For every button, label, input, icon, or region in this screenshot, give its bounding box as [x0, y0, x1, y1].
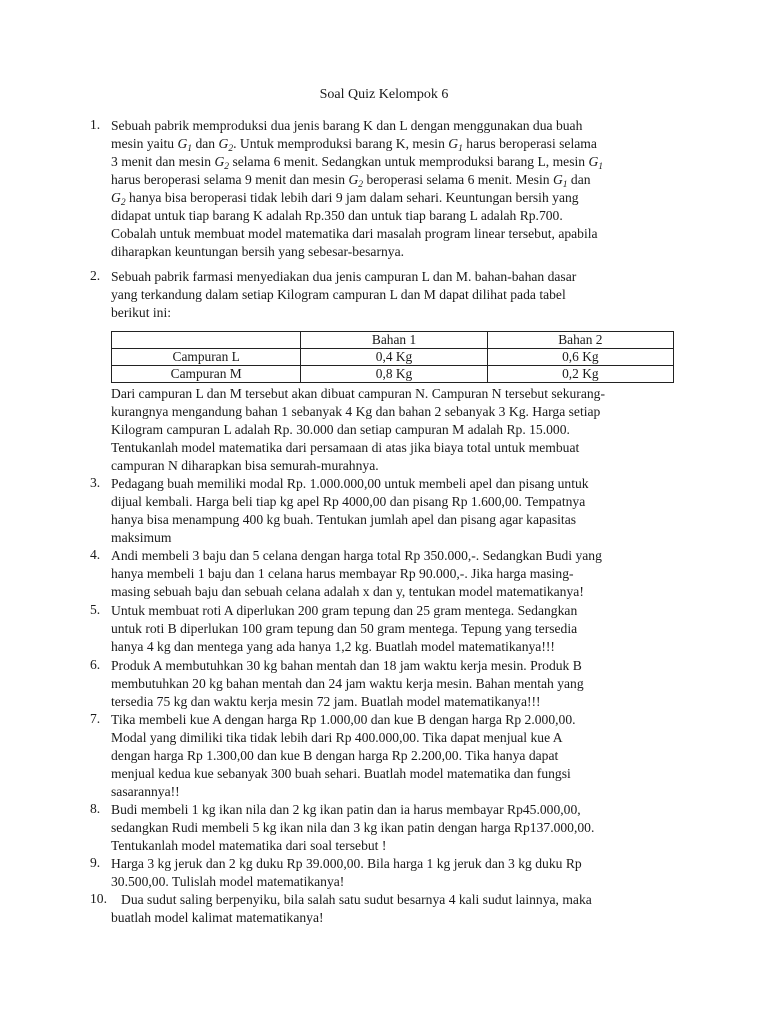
question-text-line: berikut ini: [111, 305, 172, 320]
question-text-line: sasarannya!! [111, 784, 180, 799]
question-number: 6. [90, 657, 101, 672]
math-g1: $G_1$ [448, 136, 463, 154]
math-g1: $G_1$ [588, 154, 604, 172]
math-g2: $G_2$ [348, 172, 364, 190]
math-g2: $G_2$ [218, 136, 234, 154]
question-text-line: hanya 4 kg dan mentega yang ada hanya 1,2 kg. Buatlah model matematikanya!!! [111, 639, 555, 654]
table-header-cell: Bahan 2 [487, 332, 673, 349]
question-text-line: membutuhkan 20 kg bahan mentah dan 24 jam waktu kerja mesin. Bahan mentah yang [111, 676, 584, 691]
question-text-line: campuran N diharapkan bisa semurah-murahnya. [111, 458, 379, 473]
question-text-line: Dua sudut saling berpenyiku, bila salah satu sudut besarnya 4 kali sudut lainnya, maka [121, 892, 592, 907]
question-number: 7. [90, 711, 101, 726]
question-text-line: dijual kembali. Harga beli tiap kg apel Rp 4000,00 dan pisang Rp 1.600,00. Tempatnya [111, 494, 586, 509]
table-header-cell: Bahan 1 [301, 332, 487, 349]
question-text-line: yang terkandung dalam setiap Kilogram campuran L dan M dapat dilihat pada tabel [111, 287, 566, 302]
question-text-line: Cobalah untuk membuat model matematika dari masalah program linear tersebut, apabila [111, 226, 598, 241]
question-text-line: Pedagang buah memiliki modal Rp. 1.000.000,00 untuk membeli apel dan pisang untuk [111, 476, 589, 491]
math-g1: $G_1$ [552, 172, 568, 190]
question-text-line: $G_2$ hanya bisa beroperasi tidak lebih dari 9 jam dalam sehari. Keuntungan bersih yang [111, 190, 579, 208]
table-row [112, 366, 674, 383]
question-number: 10. [90, 891, 107, 906]
question-text-line: Harga 3 kg jeruk dan 2 kg duku Rp 39.000,00. Bila harga 1 kg jeruk dan 3 kg duku Rp [111, 856, 582, 871]
question-text-line: Produk A membutuhkan 30 kg bahan mentah dan 18 jam waktu kerja mesin. Produk B [111, 658, 582, 673]
question-number: 3. [90, 475, 101, 490]
math-g2: $G_2$ [111, 190, 126, 208]
question-text-line: kurangnya mengandung bahan 1 sebanyak 4 Kg dan bahan 2 sebanyak 3 Kg. Harga setiap [111, 404, 601, 419]
question-number: 2. [90, 268, 101, 283]
table-row [112, 349, 674, 366]
question-text-line: menjual kedua kue sebanyak 300 buah sehari. Buatlah model matematika dan fungsi [111, 766, 571, 781]
table-header-cell [112, 332, 301, 349]
question-text-line: hanya membeli 1 baju dan 1 celana harus membayar Rp 90.000,-. Jika harga masing- [111, 566, 574, 581]
question-number: 5. [90, 602, 101, 617]
question-text-line: 30.500,00. Tulislah model matematikanya! [111, 874, 345, 889]
question-text-line: buatlah model kalimat matematikanya! [111, 910, 324, 925]
question-text-line: Andi membeli 3 baju dan 5 celana dengan harga total Rp 350.000,-. Sedangkan Budi yang [111, 548, 602, 563]
question-text-line: Tentukanlah model matematika dari soal tersebut ! [111, 838, 387, 853]
question-number: 8. [90, 801, 101, 816]
table-cell: Campuran L [112, 349, 301, 366]
question-text-line: masing sebuah baju dan sebuah celana adalah x dan y, tentukan model matematikanya! [111, 584, 584, 599]
table-cell: 0,2 Kg [487, 366, 673, 383]
question-text-line: untuk roti B diperlukan 100 gram tepung dan 50 gram mentega. Tepung yang tersedia [111, 621, 578, 636]
question-text-line: harus beroperasi selama 9 menit dan mesin $G_2$ beroperasi selama 6 menit. Mesin $G_1$ dan [111, 172, 591, 190]
question-text-line: Sebuah pabrik memproduksi dua jenis barang K dan L dengan menggunakan dua buah [111, 118, 583, 133]
question-number: 4. [90, 547, 101, 562]
question-number: 1. [90, 117, 101, 132]
question-text-line: Sebuah pabrik farmasi menyediakan dua jenis campuran L dan M. bahan-bahan dasar [111, 269, 577, 284]
table-cell: Campuran M [112, 366, 301, 383]
table-cell: 0,6 Kg [487, 349, 673, 366]
table-header-row [112, 332, 674, 349]
question-text-line: 3 menit dan mesin $G_2$ selama 6 menit. Sedangkan untuk memproduksi barang L, mesin $G_1$ [111, 154, 604, 172]
table-cell: 0,8 Kg [301, 366, 487, 383]
table-cell: 0,4 Kg [301, 349, 487, 366]
question-text-line: didapat untuk tiap barang K adalah Rp.350 dan untuk tiap barang L adalah Rp.700. [111, 208, 563, 223]
question-text-line: Tentukanlah model matematika dari persamaan di atas jika biaya total untuk membuat [111, 440, 580, 455]
ingredients-table [111, 331, 674, 383]
question-text-line: Untuk membuat roti A diperlukan 200 gram tepung dan 25 gram mentega. Sedangkan [111, 603, 578, 618]
question-text-line: Modal yang dimiliki tika tidak lebih dari Rp 400.000,00. Tika dapat menjual kue A [111, 730, 563, 745]
question-text-line: diharapkan keuntungan bersih yang sebesar-besarnya. [111, 244, 405, 259]
question-text-line: mesin yaitu $G_1$ dan $G_2$. Untuk memproduksi barang K, mesin $G_1$ harus beroperasi selama [111, 136, 597, 154]
question-text-line: Budi membeli 1 kg ikan nila dan 2 kg ikan patin dan ia harus membayar Rp45.000,00, [111, 802, 581, 817]
math-g2: $G_2$ [214, 154, 230, 172]
question-text-line: maksimum [111, 530, 172, 545]
page-title: Soal Quiz Kelompok 6 [319, 87, 449, 102]
question-text-line: dengan harga Rp 1.300,00 dan kue B dengan harga Rp 2.200,00. Tika hanya dapat [111, 748, 559, 763]
question-text-line: sedangkan Rudi membeli 5 kg ikan nila dan 3 kg ikan patin dengan harga Rp137.000,00. [111, 820, 595, 835]
question-text-line: Dari campuran L dan M tersebut akan dibuat campuran N. Campuran N tersebut sekurang- [111, 386, 605, 401]
question-text-line: Tika membeli kue A dengan harga Rp 1.000,00 dan kue B dengan harga Rp 2.000,00. [111, 712, 576, 727]
question-number: 9. [90, 855, 101, 870]
question-text-line: Kilogram campuran L adalah Rp. 30.000 dan setiap campuran M adalah Rp. 15.000. [111, 422, 570, 437]
math-g1: $G_1$ [177, 136, 193, 154]
question-text-line: hanya bisa menampung 400 kg buah. Tentukan jumlah apel dan pisang agar kapasitas [111, 512, 577, 527]
question-text-line: tersedia 75 kg dan waktu kerja mesin 72 jam. Buatlah model matematikanya!!! [111, 694, 541, 709]
